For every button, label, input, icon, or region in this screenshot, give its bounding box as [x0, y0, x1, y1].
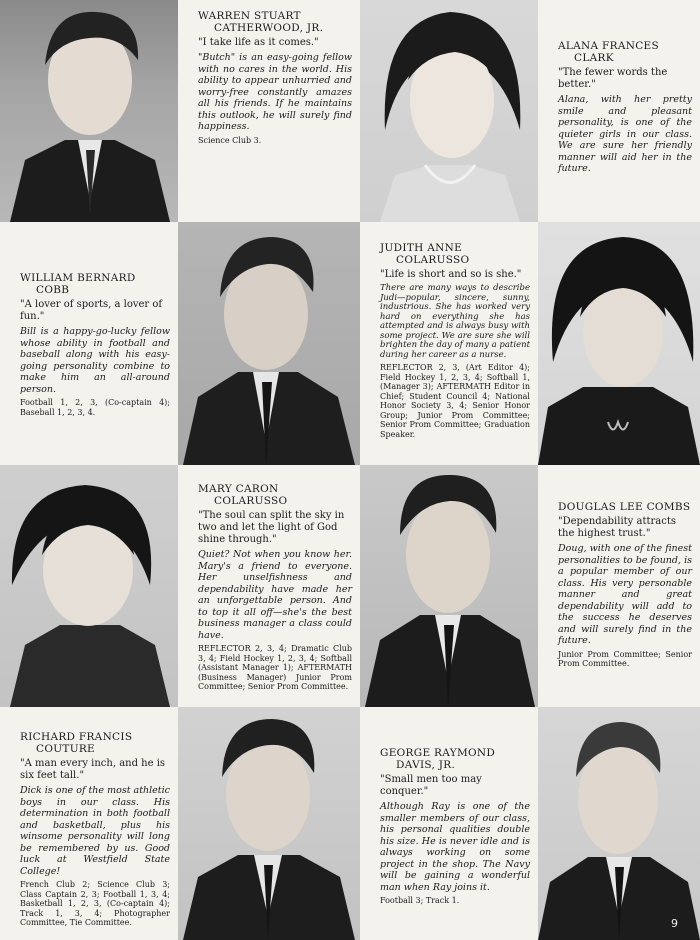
portrait-douglas-combs: [360, 465, 538, 707]
portrait-figure: [538, 222, 700, 465]
portrait-william-cobb: [178, 222, 360, 465]
portrait-figure: [0, 0, 178, 222]
entry-name: GEORGE RAYMOND: [380, 747, 496, 759]
entry-william-cobb: [0, 222, 178, 465]
entry-quote: "A lover of sports, a lover of fun.": [20, 299, 163, 322]
entry-quote: "The soul can split the sky in two and let the light of God shine through.": [198, 510, 345, 545]
portrait-mary-colarusso: [0, 465, 178, 707]
portrait-judith-colarusso: [538, 222, 700, 465]
entry-description: "Butch" is an easy-going fellow with no cares in the world. His ability to appear unhurried and worry-free constantly amazes all his friends. If he maintains this outlook, he will surely find happiness.: [198, 52, 352, 132]
entry-quote: "I take life as it comes.": [198, 37, 319, 48]
entry-quote: "Small men too may conquer.": [380, 774, 482, 797]
entry-description: Alana, with her pretty smile and pleasant personality, is one of the quieter girls in our class. We are sure her friendly manner will aid her in the future.: [558, 94, 692, 174]
portrait-richard-couture: [178, 707, 360, 940]
entry-name: JUDITH ANNE: [380, 242, 463, 254]
entry-quote: "Life is short and so is she.": [380, 269, 522, 280]
portrait-figure: [360, 465, 538, 707]
entry-name-line2: DAVIS, JR.: [396, 759, 456, 771]
entry-name: ALANA FRANCES: [558, 40, 659, 52]
entry-activities: Science Club 3.: [198, 135, 262, 145]
entry-activities: REFLECTOR 2, 3, 4; Dramatic Club 3, 4; Field Hockey 1, 2, 3, 4; Softball (Assistant Manager 1); AFTERMATH (Business Manager) Junior Prom Committee; Senior Prom Committee.: [198, 644, 352, 691]
entry-activities: Junior Prom Committee; Senior Prom Committee.: [558, 649, 692, 668]
entry-name: MARY CARON: [198, 483, 279, 495]
portrait-figure: [538, 707, 700, 940]
entry-mary-colarusso: [178, 465, 360, 707]
entry-richard-couture: [0, 707, 178, 940]
portrait-figure: [178, 707, 360, 940]
entry-activities: REFLECTOR 2, 3, (Art Editor 4); Field Hockey 1, 2, 3, 4; Softball 1, (Manager 3); AFTERMATH Editor in Chief; Student Council 4; National Honor Society 3, 4; Senior Honor Group; Junior Prom Committee; Senior Prom Committee; Graduation Speaker.: [380, 363, 530, 439]
entry-name-line2: COLARUSSO: [396, 254, 470, 266]
entry-description: Dick is one of the most athletic boys in our class. His determination in both football and basketball, plus his winsome personality will long be remembered by us. Good luck at Westfield State College!: [20, 785, 170, 877]
portrait-george-davis: [538, 707, 700, 940]
entry-name: RICHARD FRANCIS: [20, 731, 133, 743]
portrait-figure: [0, 465, 178, 707]
entry-description: There are many ways to describe Judi—popular, sincere, sunny, industrious. She has worked very hard on everything she has attempted and is always busy with some project. We are sure she will brighten the day of many a patient during her career as a nurse.: [380, 283, 530, 360]
entry-warren-catherwood: [178, 0, 360, 222]
entry-description: Bill is a happy-go-lucky fellow whose ability in football and baseball along with his easy-going personality combine to make him an all-around person.: [20, 326, 170, 395]
entry-name-line2: CATHERWOOD, JR.: [214, 22, 324, 34]
entry-activities: Football 3; Track 1.: [380, 896, 460, 905]
entry-activities: Football 1, 2, 3, (Co-captain 4); Baseball 1, 2, 3, 4.: [20, 398, 170, 417]
portrait-figure: [360, 0, 538, 222]
entry-name: WILLIAM BERNARD: [20, 272, 136, 284]
entry-quote: "A man every inch, and he is six feet tall.": [20, 758, 166, 781]
portrait-figure: [178, 222, 360, 465]
entry-alana-clark: [538, 0, 700, 222]
entry-name: DOUGLAS LEE COMBS: [558, 501, 691, 513]
entry-quote: "Dependability attracts the highest trust.": [558, 516, 676, 539]
portrait-alana-clark: [360, 0, 538, 222]
entry-description: Quiet? Not when you know her. Mary's a friend to everyone. Her unselfishness and dependability have made her an unforgettable person. And to top it all off—she's the best business manager a class could have.: [198, 549, 352, 641]
portrait-warren-catherwood: [0, 0, 178, 222]
entry-name-line2: COLARUSSO: [214, 495, 288, 507]
entry-quote: "The fewer words the better.": [558, 67, 668, 90]
entry-george-davis: [360, 707, 538, 940]
entry-activities: French Club 2; Science Club 3; Class Captain 2, 3; Football 1, 3, 4; Basketball 1, 2, 3, (Co-captain 4); Track 1, 3, 4; Photographer Committee, Tie Committee.: [20, 880, 170, 927]
entry-name-line2: COBB: [36, 284, 70, 296]
entry-judith-colarusso: [360, 222, 538, 465]
entry-douglas-combs: [538, 465, 700, 707]
entry-name: WARREN STUART: [198, 10, 301, 22]
entry-description: Although Ray is one of the smaller members of our class, his personal qualities double his size. He is never idle and is always working on some project in the shop. The Navy will be gaining a wonderful man when Ray joins it.: [380, 801, 530, 893]
entry-name-line2: COUTURE: [36, 743, 96, 755]
entry-name-line2: CLARK: [574, 52, 614, 64]
page-number: 9: [671, 917, 678, 930]
entry-description: Doug, with one of the finest personalities to be found, is a popular member of our class. His very personable manner and great dependability will add to the success he deserves and will surely find in the future.: [558, 543, 692, 646]
